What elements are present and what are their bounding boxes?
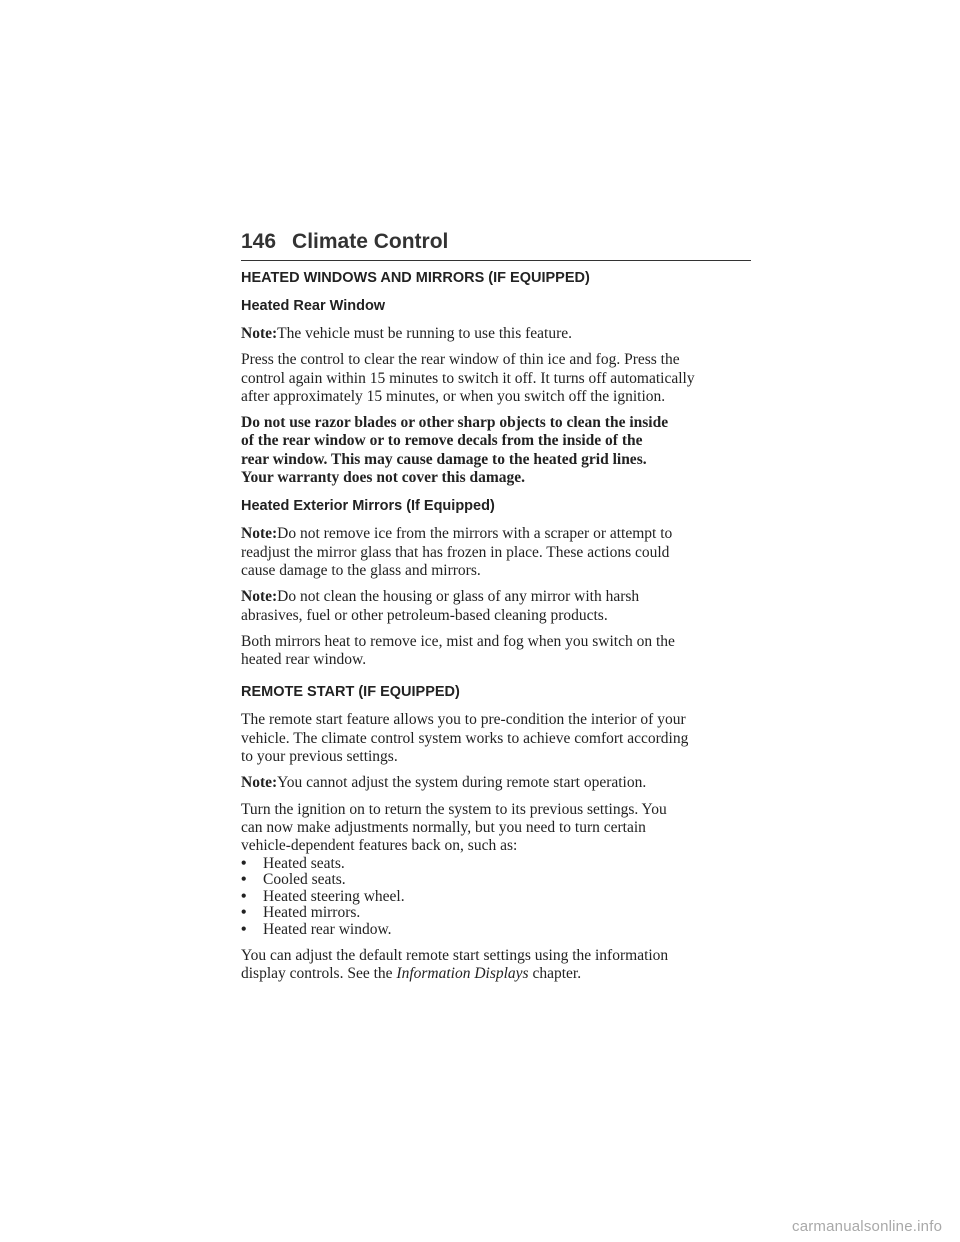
note-rear-window bbox=[241, 325, 751, 343]
warning-rear-window bbox=[241, 414, 751, 487]
bullet-icon: • bbox=[241, 904, 247, 922]
list-item-text: Heated rear window. bbox=[263, 920, 392, 938]
warning-line: rear window. This may cause damage to the heated grid lines. bbox=[241, 450, 647, 468]
chapter-title: Climate Control bbox=[292, 230, 449, 253]
manual-page bbox=[241, 226, 751, 991]
text-line: Turn the ignition on to return the system to its previous settings. You bbox=[241, 800, 667, 818]
list-item bbox=[241, 889, 751, 906]
text-line: abrasives, fuel or other petroleum-based cleaning products. bbox=[241, 606, 608, 624]
text-line: Both mirrors heat to remove ice, mist and fog when you switch on the bbox=[241, 632, 675, 650]
note-text: Do not clean the housing or glass of any mirror with harsh bbox=[277, 588, 640, 606]
text-line: You can adjust the default remote start settings using the information bbox=[241, 946, 669, 964]
text-line bbox=[241, 525, 751, 543]
list-item bbox=[241, 856, 751, 873]
text-line: heated rear window. bbox=[241, 651, 367, 669]
note-text: You cannot adjust the system during remote start operation. bbox=[277, 774, 647, 792]
paragraph-remote-intro bbox=[241, 711, 751, 766]
text-line: vehicle. The climate control system works to achieve comfort according bbox=[241, 729, 689, 747]
note-label: Note: bbox=[241, 525, 278, 543]
feature-list bbox=[241, 856, 751, 939]
text-line: The remote start feature allows you to pre-condition the interior of your bbox=[241, 711, 686, 729]
subheading-heated-exterior-mirrors: Heated Exterior Mirrors (If Equipped) bbox=[241, 498, 495, 515]
bullet-icon: • bbox=[241, 871, 247, 889]
text-line: cause damage to the glass and mirrors. bbox=[241, 561, 481, 579]
note-text: The vehicle must be running to use this feature. bbox=[277, 325, 573, 342]
paragraph-remote-ignition bbox=[241, 801, 751, 856]
page-number: 146 bbox=[241, 230, 277, 253]
list-item-text: Cooled seats. bbox=[263, 871, 346, 889]
paragraph-remote-settings bbox=[241, 947, 751, 984]
note-text: Do not remove ice from the mirrors with a scraper or attempt to bbox=[277, 525, 673, 543]
warning-line: Your warranty does not cover this damage. bbox=[241, 469, 526, 487]
note-label: Note: bbox=[241, 774, 278, 792]
text-fragment: display controls. See the bbox=[241, 964, 397, 982]
section-heading-heated-windows: HEATED WINDOWS AND MIRRORS (IF EQUIPPED) bbox=[241, 270, 590, 286]
section-heading-remote-start: REMOTE START (IF EQUIPPED) bbox=[241, 684, 460, 701]
list-item bbox=[241, 922, 751, 939]
note-label: Note: bbox=[241, 588, 278, 606]
text-fragment: chapter. bbox=[528, 964, 582, 982]
warning-line: Do not use razor blades or other sharp objects to clean the inside bbox=[241, 414, 669, 432]
text-line: control again within 15 minutes to switch it off. It turns off automatically bbox=[241, 369, 695, 387]
list-item bbox=[241, 905, 751, 922]
text-line bbox=[241, 588, 751, 606]
note-label: Note: bbox=[241, 325, 278, 342]
paragraph-rear-window bbox=[241, 351, 751, 406]
note-remote-start bbox=[241, 774, 751, 792]
list-item-text: Heated seats. bbox=[263, 854, 345, 872]
text-line: readjust the mirror glass that has frozen in place. These actions could bbox=[241, 543, 670, 561]
note-mirrors-cleaning bbox=[241, 588, 751, 625]
watermark: carmanualsonline.info bbox=[792, 1218, 943, 1235]
bullet-icon: • bbox=[241, 887, 247, 905]
text-line: vehicle-dependent features back on, such as: bbox=[241, 837, 518, 855]
text-line: to your previous settings. bbox=[241, 748, 398, 766]
list-item-text: Heated steering wheel. bbox=[263, 887, 405, 905]
text-line: Press the control to clear the rear window of thin ice and fog. Press the bbox=[241, 351, 680, 369]
page-header bbox=[241, 226, 751, 261]
text-line bbox=[241, 965, 751, 983]
subheading-heated-rear-window: Heated Rear Window bbox=[241, 298, 386, 314]
bullet-icon: • bbox=[241, 854, 247, 872]
text-line: can now make adjustments normally, but you need to turn certain bbox=[241, 818, 646, 836]
chapter-reference-link[interactable]: Information Displays bbox=[396, 964, 529, 982]
bullet-icon: • bbox=[241, 920, 247, 938]
list-item-text: Heated mirrors. bbox=[263, 904, 361, 922]
text-line: after approximately 15 minutes, or when you switch off the ignition. bbox=[241, 387, 666, 405]
paragraph-mirrors bbox=[241, 633, 751, 670]
note-mirrors-scraper bbox=[241, 525, 751, 580]
warning-line: of the rear window or to remove decals from the inside of the bbox=[241, 432, 643, 450]
list-item bbox=[241, 872, 751, 889]
